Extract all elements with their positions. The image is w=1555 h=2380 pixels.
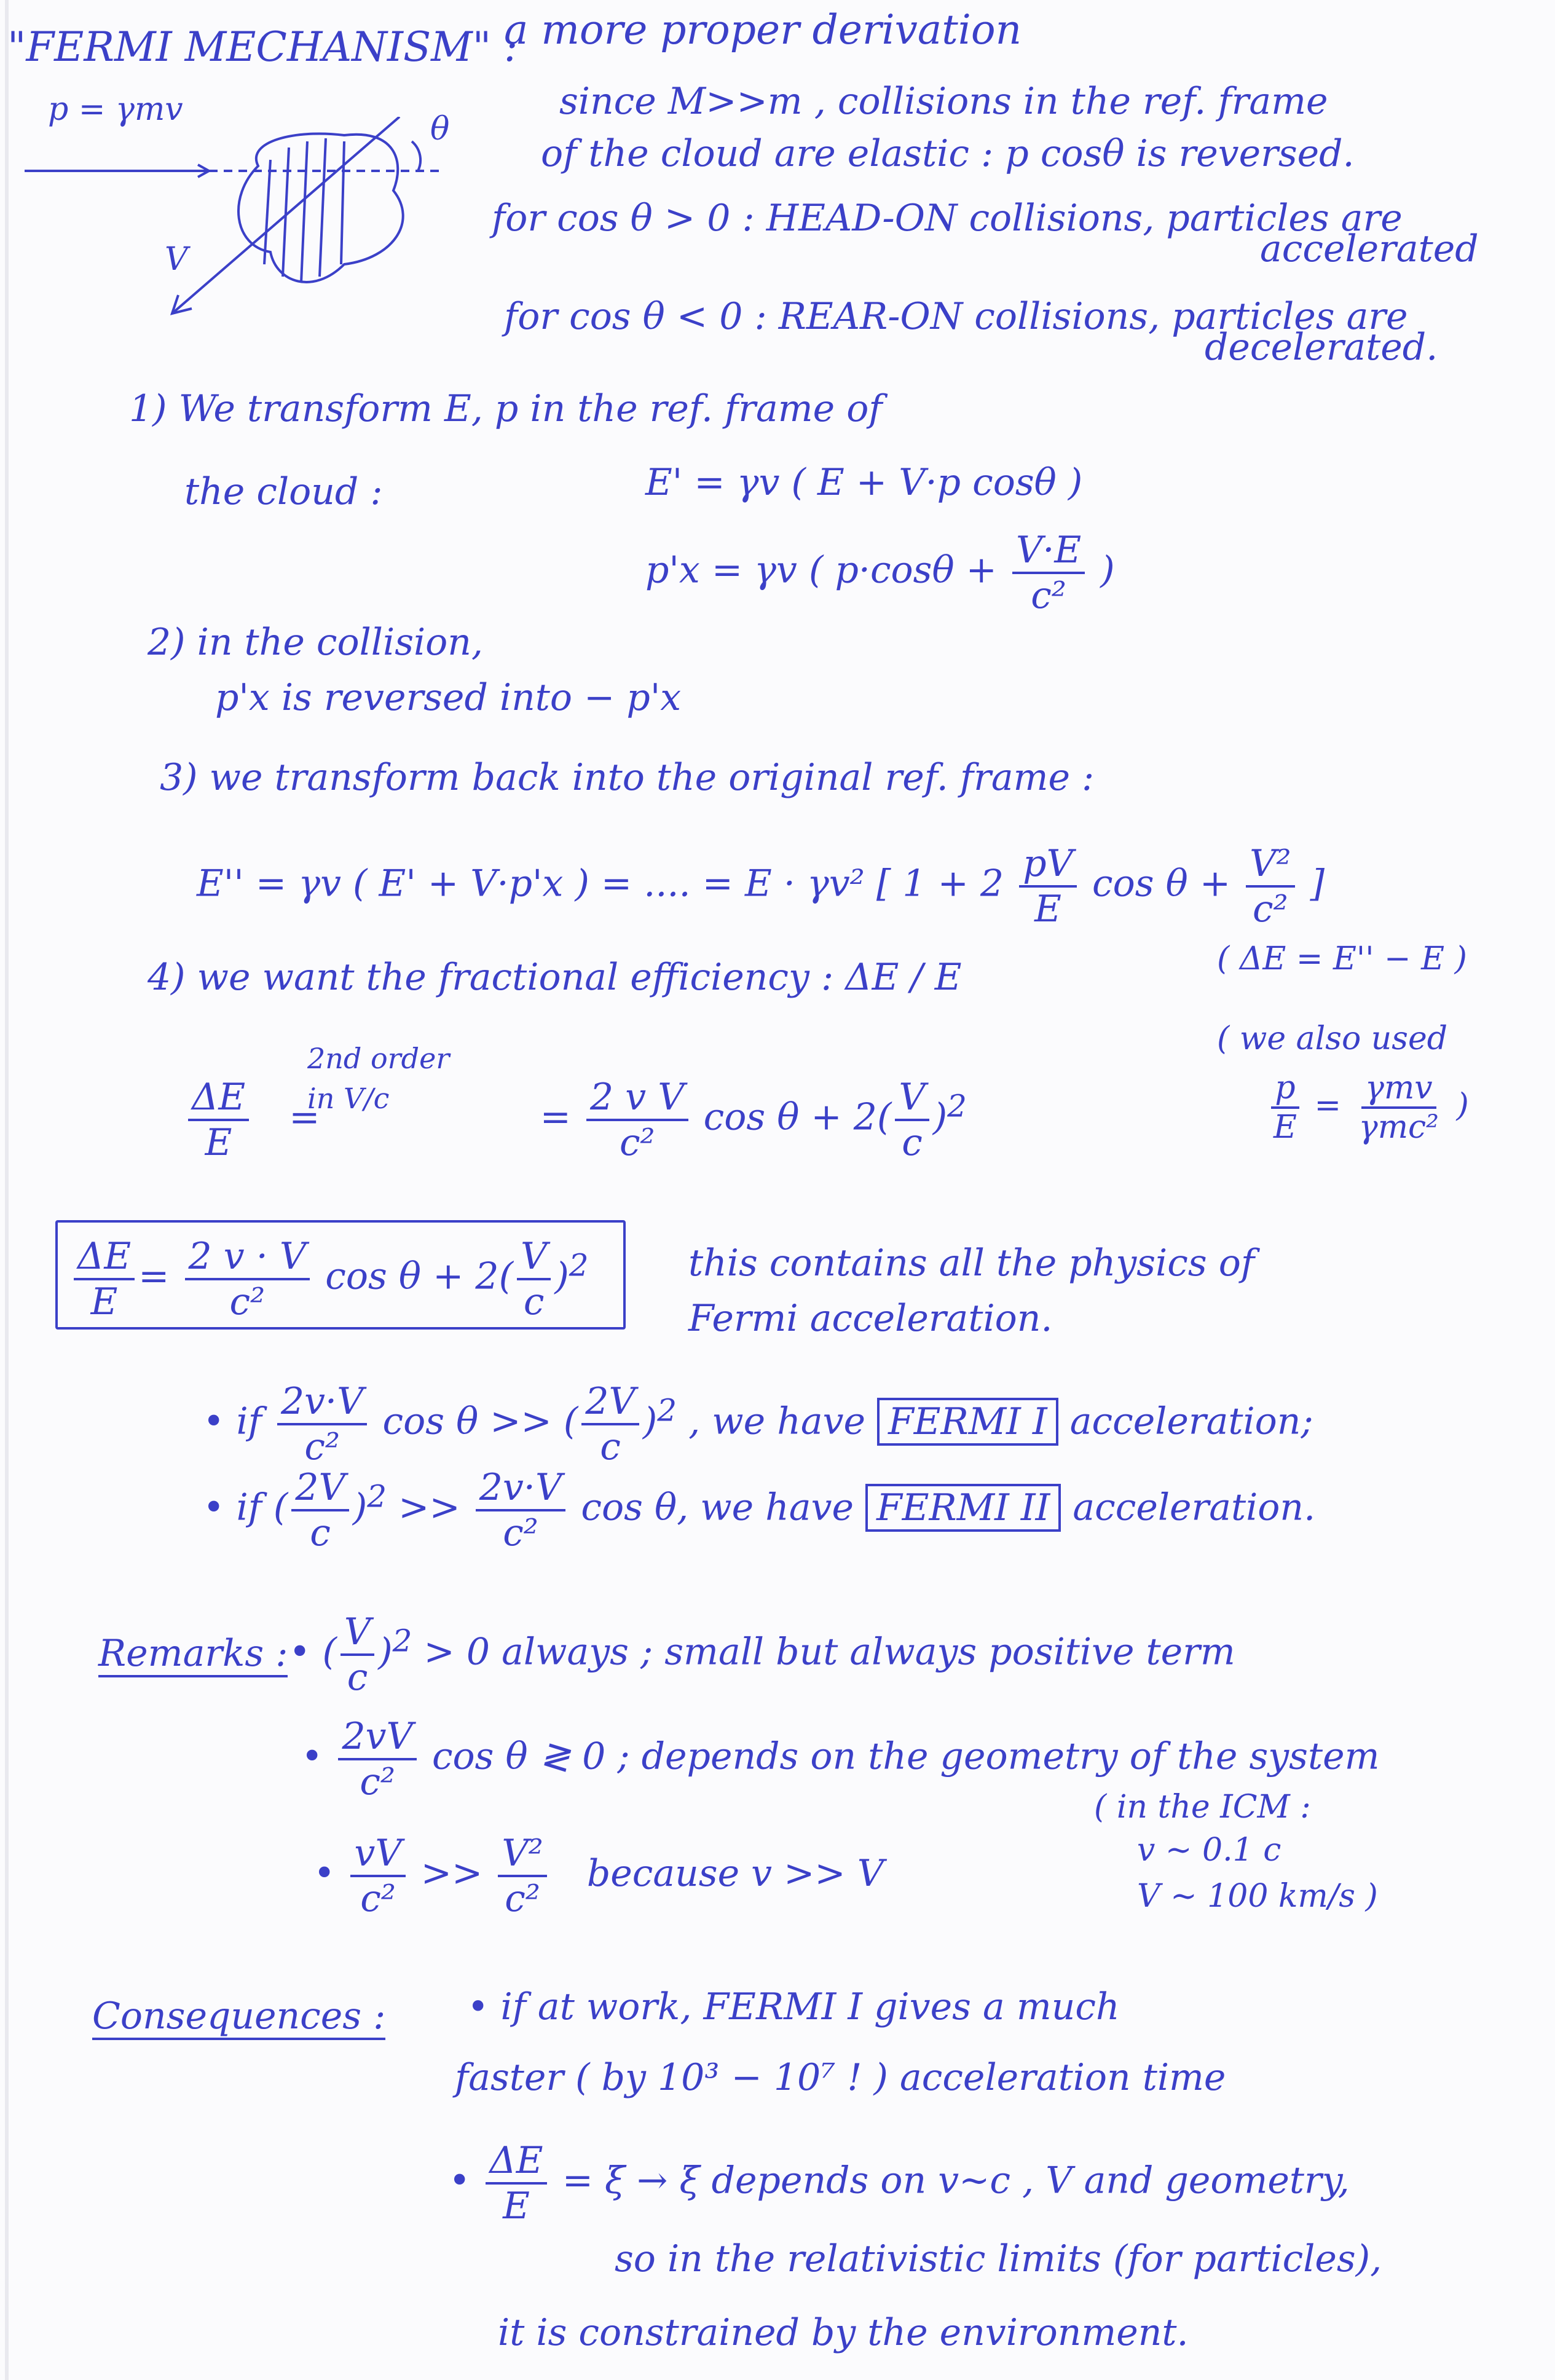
numerator: γmv xyxy=(1361,1070,1436,1109)
boxed-comment-1: this contains all the physics of xyxy=(688,1242,1255,1285)
step2-line-2: p'x is reversed into − p'x xyxy=(215,676,682,719)
denominator: E xyxy=(90,1280,118,1323)
fraction xyxy=(277,1380,367,1468)
boxed-equation: $\frac{\Delta E}{E}$ = $\frac{2 v \cdot V}{\text{c²}}$ cos θ + 2( $\frac{V}{c}$ )$^2$ xyxy=(70,1235,589,1323)
intro-line-1: since M>>m , collisions in the ref. frame xyxy=(559,80,1328,123)
fraction xyxy=(517,1235,551,1323)
denominator: c² xyxy=(229,1280,266,1323)
denominator: γmc² xyxy=(1358,1109,1439,1146)
fraction xyxy=(498,1832,546,1920)
fraction xyxy=(291,1466,349,1554)
numerator: ΔE xyxy=(188,1076,249,1121)
icm-note-2: v ~ 0.1 c xyxy=(1137,1832,1281,1869)
also-used-ratio: $\frac{p}{E}$ = $\frac{\text{γmv}}{\text{γmc²}}$ ) xyxy=(1266,1070,1469,1146)
numerator: 2V xyxy=(291,1466,349,1511)
denominator: c² xyxy=(360,1760,395,1803)
numerator: V² xyxy=(1246,842,1294,888)
remark-text: cos θ ≷ 0 ; depends on the geometry of the system xyxy=(431,1735,1380,1778)
step3-line-1: 3) we transform back into the original ref. frame : xyxy=(160,756,1095,799)
denominator: c xyxy=(310,1511,331,1554)
step4-delta-note: ( ΔE = E'' − E ) xyxy=(1217,940,1467,977)
fraction xyxy=(1270,1070,1301,1146)
numerator: pV xyxy=(1019,842,1077,888)
eq-text: >> xyxy=(420,1851,483,1895)
consequence-2-line-3: it is constrained by the environment. xyxy=(498,2311,1189,2354)
consequence-1-line-2: faster ( by 10³ − 10⁷ ! ) acceleration time xyxy=(455,2056,1226,2099)
eq-text: cos θ + 2 xyxy=(703,1095,877,1139)
numerator: V·E xyxy=(1012,529,1085,574)
fraction xyxy=(188,1076,249,1164)
fermi-ii-condition: • if ( $\frac{2V}{c}$ )$^2$ >> $\frac{2v\cdot V}{\text{c²}}$ cos θ, we have FERMI II acceleration. xyxy=(203,1466,1316,1554)
denominator: c² xyxy=(505,1877,540,1920)
denominator: E xyxy=(1274,1109,1297,1146)
equals: = xyxy=(540,1095,571,1139)
consequence-text: = ξ → ξ depends on v~c , V and geometry, xyxy=(562,2159,1350,2202)
numerator: ΔE xyxy=(486,2139,546,2185)
cloud-collision-diagram xyxy=(25,117,467,338)
eq-text: cos θ + 2 xyxy=(325,1255,499,1298)
exponent: 2 xyxy=(569,1247,589,1283)
denominator: c xyxy=(347,1656,368,1699)
step1-line-1: 1) We transform E, p in the ref. frame of xyxy=(129,387,883,430)
eq-text: cos θ, we have xyxy=(581,1486,854,1529)
eq-text: acceleration; xyxy=(1069,1400,1313,1443)
numerator: 2 v · V xyxy=(185,1235,310,1280)
boxed-result xyxy=(55,1220,626,1330)
remark-3: • $\frac{vV}{\text{c²}}$ >> $\frac{\text{V²}}{\text{c²}}$ because v >> V xyxy=(313,1832,884,1920)
remark-text: > 0 always ; small but always positive term xyxy=(423,1630,1235,1674)
numerator: ΔE xyxy=(74,1235,135,1280)
cloud-velocity-line xyxy=(172,117,400,313)
step3-equation xyxy=(197,842,1325,931)
momentum-label: p = γmv xyxy=(48,91,183,128)
icm-note-1: ( in the ICM : xyxy=(1094,1789,1311,1826)
eq-close: ) xyxy=(1456,1087,1469,1124)
intro-line-2: of the cloud are elastic : p cosθ is reversed. xyxy=(541,132,1355,175)
remark-text: because v >> V xyxy=(586,1851,884,1895)
denominator: c² xyxy=(360,1877,396,1920)
second-order-note: 2nd order xyxy=(307,1042,450,1075)
fraction xyxy=(338,1715,416,1803)
fraction xyxy=(341,1610,374,1699)
also-used-note: ( we also used xyxy=(1217,1020,1448,1057)
equals: = xyxy=(289,1095,320,1139)
numerator: 2vV xyxy=(338,1715,416,1760)
cloud-hatch xyxy=(301,141,307,283)
bullet: • if xyxy=(203,1486,262,1529)
eq-text: , we have xyxy=(688,1400,866,1443)
numerator: 2 v V xyxy=(586,1076,688,1121)
fraction xyxy=(185,1235,310,1323)
fraction xyxy=(486,2139,546,2228)
velocity-label: V xyxy=(165,241,188,278)
eq-text: p'x = γv ( p·cosθ + xyxy=(645,548,997,592)
page-title: "FERMI MECHANISM" : xyxy=(7,23,518,71)
fraction xyxy=(1246,842,1294,931)
fermi-i-condition: • if $\frac{2v\cdot V}{\text{c²}}$ cos θ >> ( $\frac{2V}{c}$ )$^2$ , we have FERMI I acceleration; xyxy=(203,1380,1313,1468)
theta-label: θ xyxy=(430,111,450,148)
remarks-label: Remarks : xyxy=(98,1632,288,1677)
cloud-hatch xyxy=(341,141,344,264)
step1-momentum-eq xyxy=(645,529,1115,617)
consequences-label: Consequences : xyxy=(92,1995,385,2040)
eq-text: cos θ + xyxy=(1092,862,1231,905)
denominator: c² xyxy=(619,1121,655,1164)
head-on-line: for cos θ > 0 : HEAD-ON collisions, particles are xyxy=(492,197,1403,240)
numerator: vV xyxy=(350,1832,405,1877)
consequence-2: • $\frac{\Delta E}{E}$ = ξ → ξ depends on v~c , V and geometry, xyxy=(449,2139,1350,2228)
exponent: 2 xyxy=(947,1088,967,1124)
numerator: V² xyxy=(498,1832,546,1877)
denominator: c² xyxy=(1253,888,1288,931)
boxed-comment-2: Fermi acceleration. xyxy=(688,1297,1053,1340)
consequence-1-line-1: • if at work, FERMI I gives a much xyxy=(467,1985,1120,2028)
denominator: E xyxy=(205,1121,232,1164)
bullet: • if xyxy=(203,1400,262,1443)
denominator: c xyxy=(902,1121,923,1164)
step4-equation: $\frac{\Delta E}{E}$ = = $\frac{\text{2 v V}}{\text{c²}}$ cos θ + 2( $\frac{V}{c}$ )$^2$ xyxy=(184,1076,967,1164)
page-subtitle: a more proper derivation xyxy=(504,6,1022,53)
rear-on-line: for cos θ < 0 : REAR-ON collisions, particles are xyxy=(504,295,1408,338)
eq-close: ) xyxy=(1100,548,1115,592)
step1-energy-eq: E' = γv ( E + V·p cosθ ) xyxy=(645,461,1083,504)
fraction xyxy=(1019,842,1077,931)
step4-line-1: 4) we want the fractional efficiency : ΔE / E xyxy=(148,956,962,999)
denominator: c² xyxy=(1031,574,1066,617)
numerator: V xyxy=(517,1235,551,1280)
fermi-ii-box: FERMI II xyxy=(865,1484,1061,1532)
fraction xyxy=(586,1076,688,1164)
eq-text: E'' = γv ( E' + V·p'x ) = .... = E · γv² [ 1 + 2 xyxy=(197,862,1004,905)
numerator: p xyxy=(1271,1070,1299,1109)
eq-text: acceleration. xyxy=(1073,1486,1316,1529)
denominator: E xyxy=(1034,888,1061,931)
numerator: V xyxy=(895,1076,929,1121)
head-on-accelerated: accelerated xyxy=(1260,227,1479,270)
cloud-hatch xyxy=(320,138,326,277)
step2-line-1: 2) in the collision, xyxy=(148,621,484,664)
denominator: c xyxy=(523,1280,545,1323)
eq-close: ] xyxy=(1310,862,1325,905)
theta-arc xyxy=(412,141,420,171)
numerator: V xyxy=(341,1610,374,1656)
page-edge xyxy=(5,0,9,2380)
step1-line-2: the cloud : xyxy=(184,470,383,513)
consequence-2-line-2: so in the relativistic limits (for particles), xyxy=(615,2237,1382,2280)
eq-text: cos θ >> xyxy=(382,1400,552,1443)
eq-text: >> xyxy=(398,1486,460,1529)
denominator: E xyxy=(503,2185,530,2228)
numerator: 2V xyxy=(581,1380,639,1425)
fraction xyxy=(895,1076,929,1164)
fraction xyxy=(476,1466,565,1554)
fraction xyxy=(1012,529,1085,617)
fraction xyxy=(581,1380,639,1468)
numerator: 2v·V xyxy=(476,1466,565,1511)
second-order-note: in V/c xyxy=(307,1082,390,1115)
denominator: c² xyxy=(503,1511,538,1554)
numerator: 2v·V xyxy=(277,1380,367,1425)
remark-2: • $\frac{2vV}{\text{c²}}$ cos θ ≷ 0 ; depends on the geometry of the system xyxy=(301,1715,1380,1803)
fraction xyxy=(74,1235,135,1323)
fraction xyxy=(1355,1070,1443,1146)
fermi-i-box: FERMI I xyxy=(877,1398,1058,1446)
rear-on-decelerated: decelerated. xyxy=(1205,326,1438,369)
denominator: c² xyxy=(304,1425,340,1468)
cloud-hatch xyxy=(264,160,270,264)
icm-note-3: V ~ 100 km/s ) xyxy=(1137,1878,1378,1915)
fraction xyxy=(350,1832,405,1920)
remark-1: • ( $\frac{V}{c}$ )$^2$ > 0 always ; small but always positive term xyxy=(289,1610,1235,1699)
denominator: c xyxy=(600,1425,621,1468)
